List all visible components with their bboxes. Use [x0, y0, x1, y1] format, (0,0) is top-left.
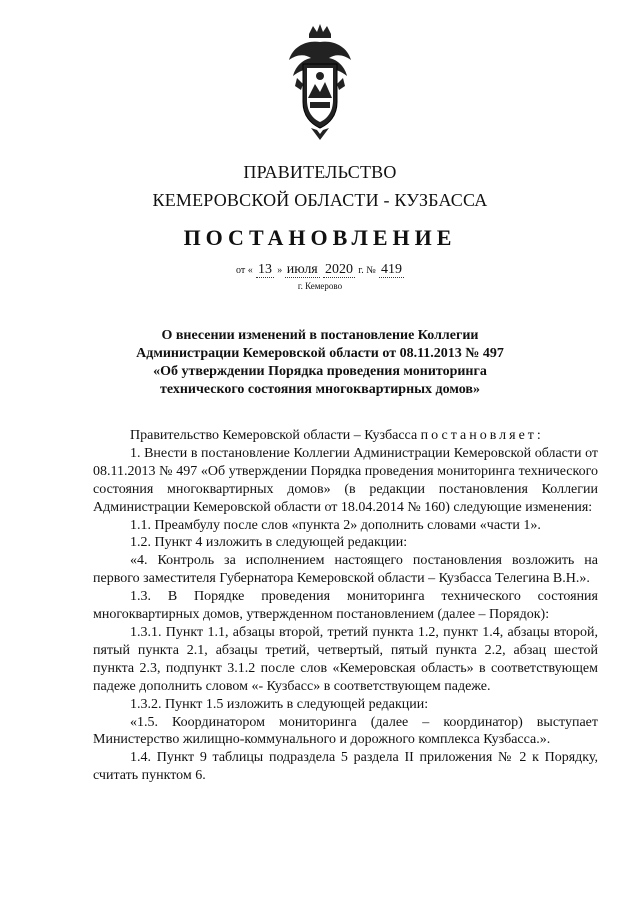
document-type: ПОСТАНОВЛЕНИЕ	[183, 225, 457, 250]
body-paragraph: 1.3. В Порядке проведения мониторинга технического состояния многоквартирных домов, утвержденном постановлением (далее – Порядок):	[93, 589, 598, 623]
region-title: КЕМЕРОВСКОЙ ОБЛАСТИ - КУЗБАССА	[152, 190, 488, 210]
document-number: 419	[381, 262, 403, 277]
intro-text: Правительство Кемеровской области – Кузбасса	[130, 428, 421, 443]
resolution-title	[110, 327, 530, 399]
intro-decree-word: постановляет:	[420, 428, 544, 443]
date-year-suffix: г. №	[358, 265, 376, 276]
city-name: г. Кемерово	[297, 281, 343, 291]
body-paragraph: 1.1. Преамбулу после слов «пункта 2» дополнить словами «части 1».	[130, 517, 541, 533]
body-paragraph: 1. Внести в постановление Коллегии Администрации Кемеровской области от 08.11.2013 № 497 «Об утверждении Порядка проведения мониторинга технического состояния многоквартирных домов» (в редакции постановления Коллегии Администрации Кемеровской области от 18.04.2014 № 160) следующие изменения:	[93, 445, 598, 515]
title-line: технического состояния многоквартирных домов»	[160, 382, 480, 397]
body-paragraph: 1.3.2. Пункт 1.5 изложить в следующей редакции:	[130, 696, 429, 712]
intro-paragraph	[93, 427, 598, 445]
body-paragraph: «4. Контроль за исполнением настоящего постановления возложить на первого заместителя Губернатора Кемеровской области – Кузбасса Телегина В.Н.».	[93, 553, 598, 587]
date-mid: »	[277, 265, 285, 276]
government-title: ПРАВИТЕЛЬСТВО	[243, 162, 397, 182]
coat-of-arms-emblem	[287, 24, 353, 142]
title-line: О внесении изменений в постановление Коллегии	[161, 328, 479, 343]
document-body	[93, 427, 598, 785]
date-prefix: от «	[235, 265, 253, 276]
body-paragraph: 1.4. Пункт 9 таблицы подраздела 5 раздела II приложения № 2 к Порядку, считать пунктом 6.	[93, 750, 598, 784]
date-number-line	[0, 261, 640, 278]
date-year: 2020	[325, 262, 353, 277]
body-paragraph: «1.5. Координатором мониторинга (далее – координатор) выступает Министерство жилищно-коммунального и дорожного комплекса Кузбасса.».	[93, 714, 598, 748]
title-line: Администрации Кемеровской области от 08.11.2013 № 497	[136, 346, 504, 361]
date-day: 13	[257, 262, 272, 277]
title-line: «Об утверждении Порядка проведения мониторинга	[153, 364, 487, 379]
date-month: июля	[286, 262, 318, 277]
body-paragraph: 1.3.1. Пункт 1.1, абзацы второй, третий пункта 1.2, пункт 1.4, абзацы второй, пятый пункта 2.1, абзацы третий, четвертый, пятый пункта 2.2, абзац шестой пункта 2.3, подпункт 3.1.2 после слов «Кемеровская область» в соответствующем падеже дополнить словом «- Кузбасс» в соответствующем падеже.	[93, 624, 598, 694]
body-paragraph: 1.2. Пункт 4 изложить в следующей редакции:	[130, 535, 408, 551]
